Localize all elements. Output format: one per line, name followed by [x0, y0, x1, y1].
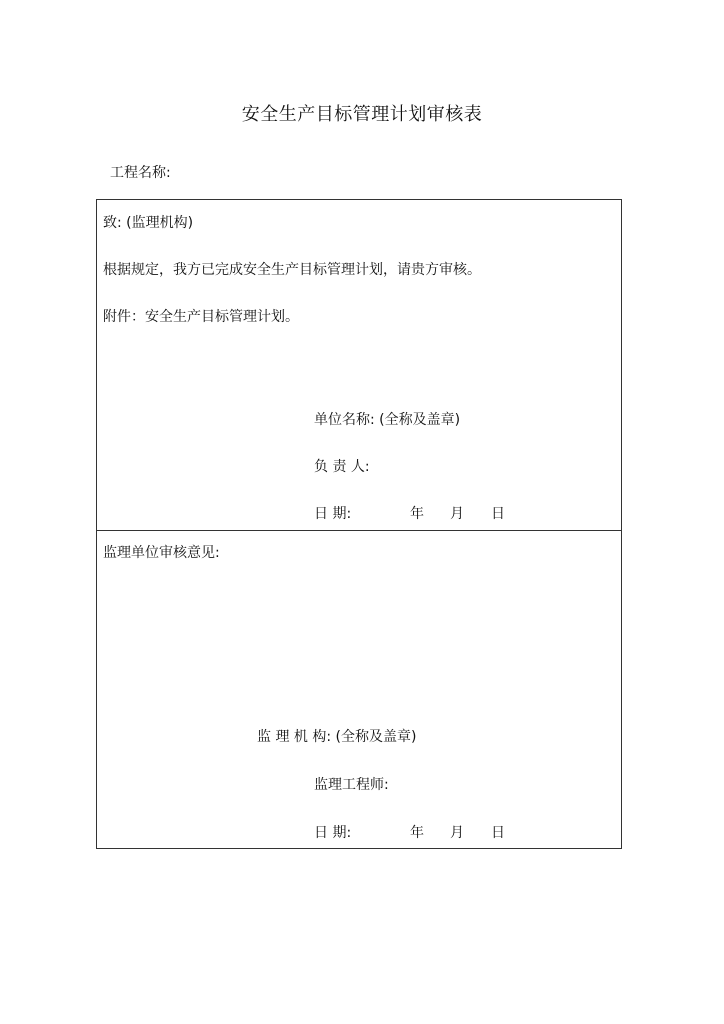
submission-day-label: 日: [491, 506, 505, 522]
supervision-org-label: 监 理 机 构: (全称及盖章): [257, 729, 417, 745]
review-date-label: 日 期:: [314, 825, 352, 841]
submission-date-label: 日 期:: [314, 506, 352, 522]
submission-date-row: [314, 503, 514, 523]
supervision-engineer-label: 监理工程师:: [314, 777, 389, 793]
submission-statement: 根据规定，我方已完成安全生产目标管理计划，请贵方审核。: [103, 262, 481, 278]
addressee-line: 致: (监理机构): [103, 215, 194, 231]
form-title: 安全生产目标管理计划审核表: [241, 104, 483, 125]
review-day-label: 日: [491, 825, 505, 841]
review-date-row: [314, 822, 514, 842]
review-year-label: 年: [410, 825, 424, 841]
project-name-label: 工程名称:: [110, 165, 171, 181]
review-form-table: [96, 199, 622, 849]
person-in-charge-label: 负 责 人:: [314, 459, 370, 475]
attachment-line: 附件：安全生产目标管理计划。: [103, 309, 299, 325]
section-divider: [97, 530, 621, 531]
submission-year-label: 年: [410, 506, 424, 522]
review-month-label: 月: [450, 825, 464, 841]
review-opinion-label: 监理单位审核意见:: [103, 545, 220, 561]
unit-name-label: 单位名称: (全称及盖章): [314, 412, 461, 428]
submission-month-label: 月: [450, 506, 464, 522]
